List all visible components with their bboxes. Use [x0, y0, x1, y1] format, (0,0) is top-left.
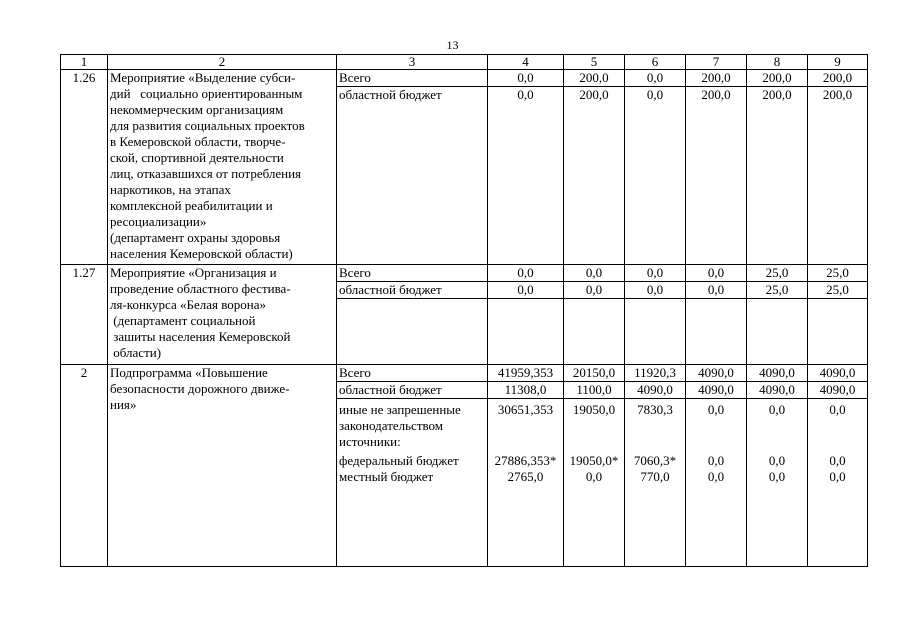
- value-cell: 4090,0: [625, 382, 686, 399]
- source-label: Всего: [337, 70, 488, 87]
- desc-line: дий социально ориентированным: [110, 86, 303, 101]
- value-cell: 1100,0: [564, 382, 625, 399]
- empty-cell: [625, 299, 686, 365]
- table-row: [61, 365, 868, 382]
- value-cell: [747, 399, 808, 567]
- value-cell: 4090,0: [686, 382, 747, 399]
- row-description: [108, 365, 337, 567]
- value-cell: 4090,0: [747, 365, 808, 382]
- header-cell: 8: [747, 55, 808, 70]
- header-cell: 4: [488, 55, 564, 70]
- local-value: 0,0: [829, 469, 846, 484]
- value-cell: 25,0: [808, 265, 868, 282]
- value-cell: [488, 399, 564, 567]
- local-value: 2765,0: [507, 469, 544, 484]
- desc-line: проведение областного фестива-: [110, 281, 291, 296]
- desc-line: области): [110, 345, 162, 360]
- other-sources-line: источники:: [339, 434, 401, 449]
- desc-line: Мероприятие «Организация и: [110, 265, 277, 280]
- desc-line: ресоциализации»: [110, 214, 207, 229]
- header-cell: 2: [108, 55, 337, 70]
- desc-line: безопасности дорожного движе-: [110, 381, 290, 396]
- desc-line: в Кемеровской области, творче-: [110, 134, 286, 149]
- desc-line: некоммерческим организациям: [110, 102, 284, 117]
- other-value: 0,0: [829, 402, 846, 417]
- source-label: областной бюджет: [337, 382, 488, 399]
- row-number: 2: [61, 365, 108, 567]
- value-cell: 0,0: [625, 70, 686, 87]
- header-cell: 9: [808, 55, 868, 70]
- empty-cell: [337, 299, 488, 365]
- value-cell: 200,0: [808, 87, 868, 265]
- source-label: областной бюджет: [337, 87, 488, 265]
- value-cell: 0,0: [625, 87, 686, 265]
- header-cell: 7: [686, 55, 747, 70]
- federal-budget-label: федеральный бюджет: [339, 453, 459, 468]
- value-cell: [625, 399, 686, 567]
- federal-value: 0,0: [768, 453, 786, 468]
- value-cell: 4090,0: [808, 382, 868, 399]
- value-cell: [564, 399, 625, 567]
- page-number: 13: [446, 38, 459, 52]
- federal-value: 0,0: [707, 453, 725, 468]
- local-value: 0,0: [707, 469, 725, 484]
- value-cell: 200,0: [686, 70, 747, 87]
- desc-line: ния»: [110, 397, 137, 412]
- desc-line: лиц, отказавшихся от потребления: [110, 166, 302, 181]
- other-value: 19050,0: [572, 402, 616, 417]
- budget-table: [60, 54, 868, 567]
- federal-value: 0,0: [829, 453, 846, 468]
- header-cell: 1: [61, 55, 108, 70]
- row-number: 1.26: [61, 70, 108, 265]
- value-cell: 200,0: [686, 87, 747, 265]
- local-budget-label: местный бюджет: [339, 469, 434, 484]
- desc-line: зашиты населения Кемеровской: [110, 329, 291, 344]
- empty-cell: [564, 299, 625, 365]
- header-row: [61, 55, 868, 70]
- value-cell: 41959,353: [488, 365, 564, 382]
- value-cell: 200,0: [564, 87, 625, 265]
- empty-cell: [747, 299, 808, 365]
- value-cell: 200,0: [808, 70, 868, 87]
- value-cell: 0,0: [564, 265, 625, 282]
- value-cell: 0,0: [625, 282, 686, 299]
- other-value: 0,0: [707, 402, 725, 417]
- source-label: областной бюджет: [337, 282, 488, 299]
- source-label: Всего: [337, 265, 488, 282]
- empty-cell: [488, 299, 564, 365]
- value-cell: [686, 399, 747, 567]
- header-cell: 5: [564, 55, 625, 70]
- table-row: [61, 70, 868, 87]
- value-cell: 20150,0: [564, 365, 625, 382]
- federal-value: 19050,0*: [569, 453, 619, 468]
- value-cell: 4090,0: [686, 365, 747, 382]
- value-cell: 25,0: [747, 265, 808, 282]
- desc-line: ской, спортивной деятельности: [110, 150, 284, 165]
- empty-cell: [808, 299, 868, 365]
- source-label: [337, 399, 488, 567]
- federal-value: 7060,3*: [633, 453, 677, 468]
- other-value: 30651,353: [497, 402, 554, 417]
- value-cell: 0,0: [488, 70, 564, 87]
- header-cell: 3: [337, 55, 488, 70]
- desc-line: Подпрограмма «Повышение: [110, 365, 268, 380]
- local-value: 0,0: [585, 469, 603, 484]
- other-sources-line: законодательством: [339, 418, 444, 433]
- value-cell: 0,0: [686, 282, 747, 299]
- local-value: 770,0: [640, 469, 670, 484]
- value-cell: 0,0: [488, 87, 564, 265]
- value-cell: 0,0: [625, 265, 686, 282]
- value-cell: 200,0: [564, 70, 625, 87]
- desc-line: населения Кемеровской области): [110, 246, 293, 261]
- value-cell: 4090,0: [747, 382, 808, 399]
- empty-cell: [686, 299, 747, 365]
- value-cell: 11308,0: [488, 382, 564, 399]
- desc-line: (департамент социальной: [110, 313, 256, 328]
- value-cell: [808, 399, 868, 567]
- value-cell: 11920,3: [625, 365, 686, 382]
- value-cell: 25,0: [808, 282, 868, 299]
- value-cell: 200,0: [747, 87, 808, 265]
- value-cell: 200,0: [747, 70, 808, 87]
- value-cell: 0,0: [564, 282, 625, 299]
- value-cell: 4090,0: [808, 365, 868, 382]
- desc-line: (департамент охраны здоровья: [110, 230, 281, 245]
- source-label: Всего: [337, 365, 488, 382]
- row-description: [108, 265, 337, 365]
- header-cell: 6: [625, 55, 686, 70]
- value-cell: 0,0: [686, 265, 747, 282]
- other-sources-line: иные не запрешенные: [339, 402, 461, 417]
- table-row: [61, 265, 868, 282]
- value-cell: 0,0: [488, 282, 564, 299]
- desc-line: комплексной реабилитации и: [110, 198, 273, 213]
- local-value: 0,0: [768, 469, 786, 484]
- row-number: 1.27: [61, 265, 108, 365]
- federal-value: 27886,353*: [494, 453, 557, 468]
- value-cell: 0,0: [488, 265, 564, 282]
- row-description: [108, 70, 337, 265]
- other-value: 0,0: [768, 402, 786, 417]
- desc-line: ля-конкурса «Белая ворона»: [110, 297, 266, 312]
- desc-line: наркотиков, на этапах: [110, 182, 231, 197]
- desc-line: для развития социальных проектов: [110, 118, 305, 133]
- value-cell: 25,0: [747, 282, 808, 299]
- desc-line: Мероприятие «Выделение субси-: [110, 70, 296, 85]
- other-value: 7830,3: [637, 402, 673, 417]
